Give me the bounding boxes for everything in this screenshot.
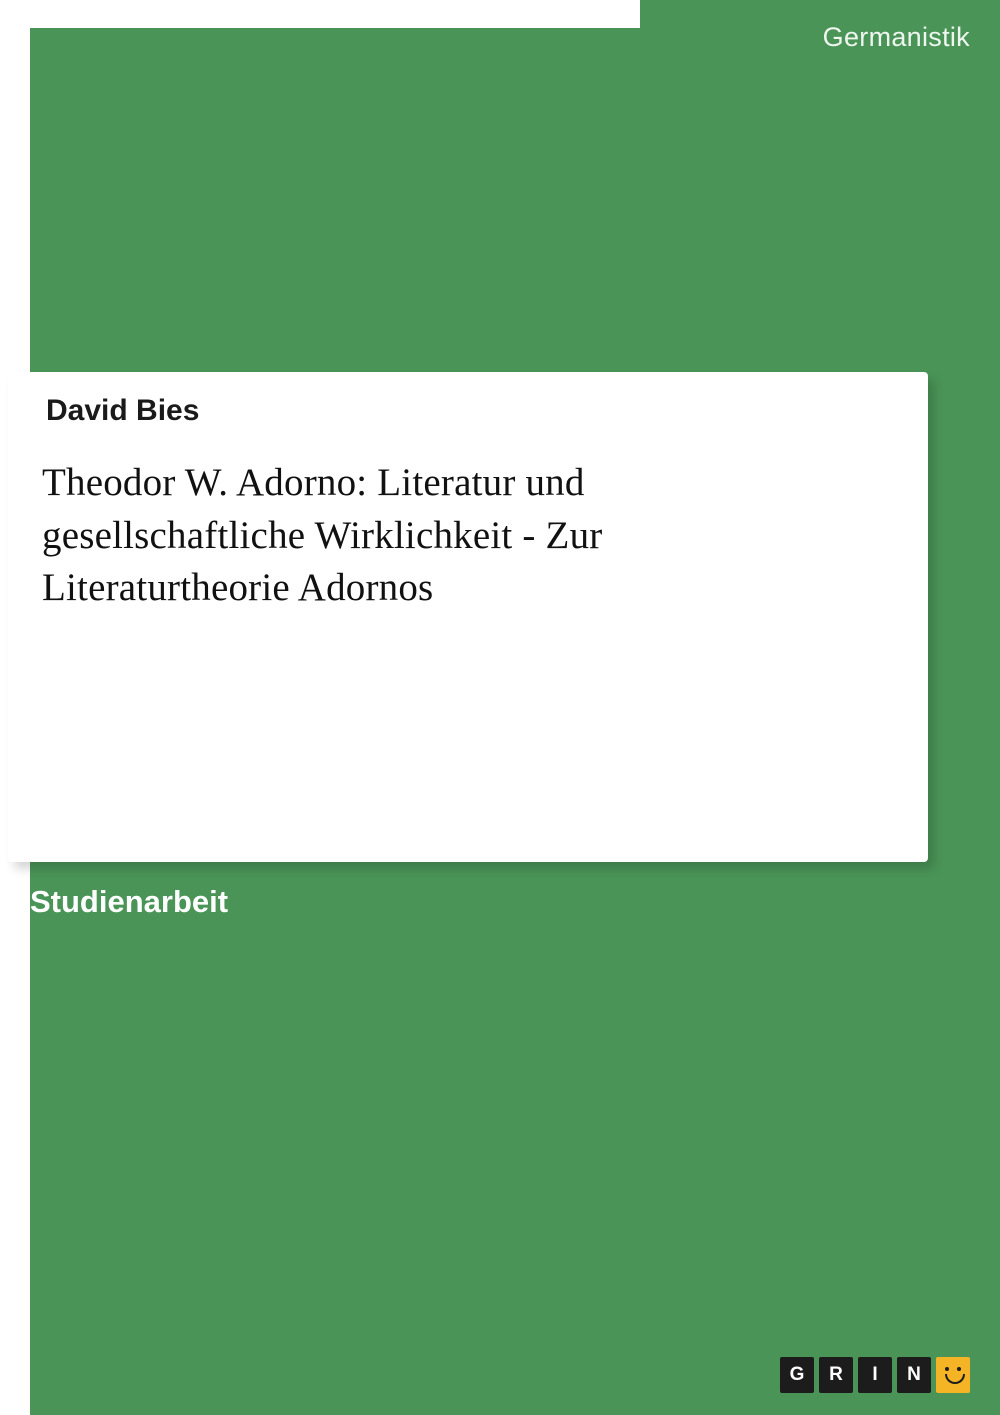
logo-letter-g: G [780,1357,814,1393]
top-white-margin [0,0,640,28]
title-card [8,372,928,862]
author-name: David Bies [46,394,200,427]
page-title: Theodor W. Adorno: Literatur und gesellschaftliche Wirklichkeit - Zur Literaturtheorie Adornos [42,461,603,610]
logo-letter-r: R [819,1357,853,1393]
logo-letter-n: N [897,1357,931,1393]
subject-category: Germanistik [822,22,970,52]
logo-letter-i: I [858,1357,892,1393]
grin-publisher-logo [780,1357,970,1393]
smiley-face-icon [936,1357,970,1393]
document-type-label: Studienarbeit [30,884,229,919]
